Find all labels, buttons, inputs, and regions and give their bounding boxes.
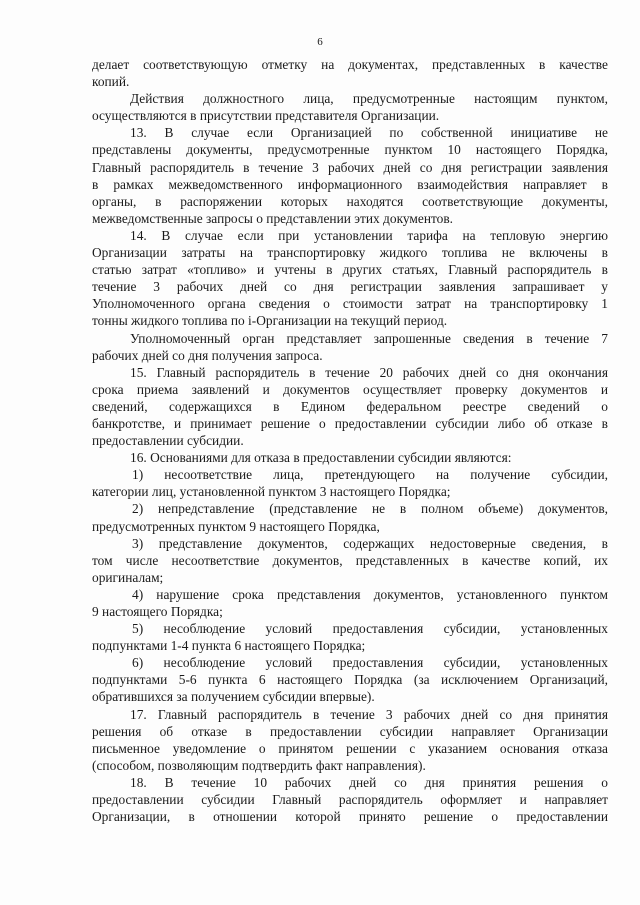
text-line: 18. В течение 10 рабочих дней со дня принятия решения о <box>130 774 608 790</box>
text-line: подпунктами 5-6 пункта 6 настоящего Порядка (за исключением Организаций, <box>92 672 608 688</box>
text-line: течение 3 рабочих дней со дня регистрации заявления запрашивает у <box>92 279 608 295</box>
text-line: том числе несоответствие документов, представленных в качестве копий, их <box>92 552 608 568</box>
text-line: 2) непредставление (представление не в полном объеме) документов, <box>132 501 608 517</box>
text-line: предусмотренных пунктом 9 настоящего Порядка, <box>92 518 380 534</box>
text-line: оригиналам; <box>92 569 164 585</box>
text-line: срока приема заявлений и документов осуществляет проверку документов и <box>92 381 608 397</box>
text-line: 1) несоответствие лица, претендующего на получение субсидии, <box>132 467 608 483</box>
text-line: Организации затраты на транспортировку жидкого топлива не включены в <box>92 245 608 261</box>
text-line: предоставлении субсидии Главный распорядитель оформляет и направляет <box>92 792 608 808</box>
text-line: обратившихся за получением субсидии впервые). <box>92 689 375 705</box>
text-line: 14. В случае если при установлении тарифа на тепловую энергию <box>130 227 608 243</box>
text-line: 4) нарушение срока представления документов, установленного пунктом <box>132 586 608 602</box>
text-line: 16. Основаниями для отказа в предоставлении субсидии являются: <box>130 450 512 466</box>
text-line: копий. <box>92 74 130 90</box>
text-line: представлены документы, предусмотренные пунктом 10 настоящего Порядка, <box>92 142 608 158</box>
text-line: 3) представление документов, содержащих недостоверные сведения, в <box>132 535 608 551</box>
text-line: в рамках межведомственного информационного взаимодействия направляет в <box>92 176 608 192</box>
text-line: статью затрат «топливо» и учтены в других статьях, Главный распорядитель в <box>92 262 608 278</box>
text-line: осуществляются в присутствии представителя Организации. <box>92 108 440 124</box>
text-line: 17. Главный распорядитель в течение 3 рабочих дней со дня принятия <box>130 706 608 722</box>
text-line: 15. Главный распорядитель в течение 20 рабочих дней со дня окончания <box>130 364 608 380</box>
text-line: 9 настоящего Порядка; <box>92 604 223 619</box>
text-line: Организации, в отношении которой принято решение о предоставлении <box>92 809 608 825</box>
text-line: решения об отказе в предоставлении субсидии направляет Организации <box>92 723 608 739</box>
document-body <box>92 56 608 825</box>
text-line: (способом, позволяющим подтвердить факт направления). <box>92 757 426 773</box>
text-line: 13. В случае если Организацией по собственной инициативе не <box>130 125 608 141</box>
text-line: категории лиц, установленной пунктом 3 настоящего Порядка; <box>92 484 451 500</box>
text-line: сведений, содержащихся в Едином федеральном реестре сведений о <box>92 398 608 414</box>
text-line: Главный распорядитель в течение 3 рабочих дней со дня регистрации заявления <box>92 159 608 175</box>
text-line: органы, в распоряжении которых находятся соответствующие документы, <box>92 193 608 209</box>
text-line: Уполномоченный орган представляет запрошенные сведения в течение 7 <box>130 330 608 346</box>
text-line: письменное уведомление о принятом решении с указанием основания отказа <box>92 740 608 756</box>
text-line: межведомственные запросы о представлении этих документов. <box>92 210 454 226</box>
text-line: Уполномоченного органа сведения о стоимости затрат на транспортировку 1 <box>92 296 608 312</box>
text-line: Действия должностного лица, предусмотренные настоящим пунктом, <box>130 91 608 107</box>
text-line: 6) несоблюдение условий предоставления субсидии, установленных <box>132 655 608 671</box>
text-line: тонны жидкого топлива по i-Организации на текущий период. <box>92 313 448 329</box>
text-line: банкротстве, и принимает решение о предоставлении субсидии либо об отказе в <box>92 415 608 431</box>
text-line: делает соответствующую отметку на документах, представленных в качестве <box>92 57 608 72</box>
text-line: подпунктами 1-4 пункта 6 настоящего Порядка; <box>92 638 366 654</box>
page-number: 6 <box>317 36 323 48</box>
text-line: 5) несоблюдение условий предоставления субсидии, установленных <box>132 621 608 637</box>
text-line: предоставлении субсидии. <box>92 433 244 449</box>
text-line: рабочих дней со дня получения запроса. <box>92 347 323 363</box>
